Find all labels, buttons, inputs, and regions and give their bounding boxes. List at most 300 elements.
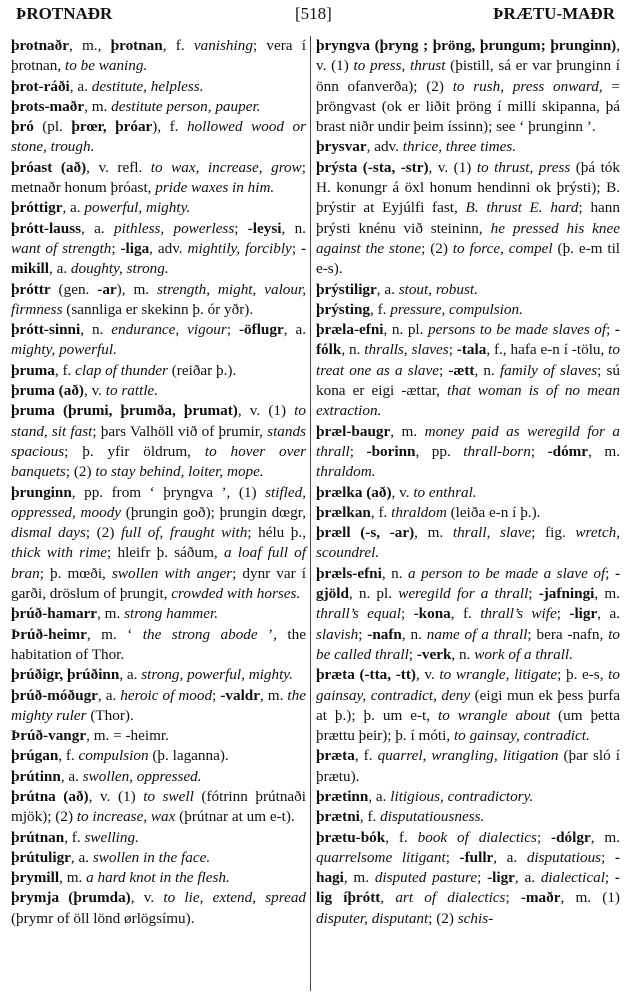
- headword: þrælka (að): [316, 483, 392, 501]
- headword: Þrúð-heimr: [11, 625, 87, 643]
- headword: þróast (að): [11, 158, 87, 176]
- entry-text: (gen.: [50, 280, 98, 298]
- entry-text: , n.: [474, 361, 500, 379]
- entry-text: , m. ‘: [86, 625, 143, 643]
- headword: -öflugr: [238, 321, 284, 339]
- dictionary-entry: [316, 280, 620, 300]
- definition: strength, might, valour, firmness: [11, 280, 306, 318]
- headword: Þrúð-vangr: [11, 727, 87, 745]
- headword: -mikill: [11, 239, 306, 278]
- entry-text: , m.: [84, 97, 112, 115]
- entry-text: ; vera í þrotnan,: [11, 37, 306, 75]
- entry-text: ), m.: [116, 280, 157, 298]
- entry-text: , a.: [70, 848, 93, 866]
- entry-text: , f.: [58, 747, 79, 765]
- definition: endurance, vigour: [111, 321, 227, 339]
- entry-text: , v. (1): [237, 402, 295, 420]
- entry-text: ; hleifr þ. sáðum,: [107, 544, 224, 562]
- headword: þrúð-móðugr: [11, 686, 98, 704]
- headword: þrunginn: [11, 483, 72, 501]
- headword: -ar: [97, 280, 117, 298]
- definition: dismal days: [11, 524, 86, 542]
- definition: to be waning.: [65, 57, 148, 75]
- entry-text: , a.: [514, 869, 541, 887]
- definition: thick with rime: [11, 544, 108, 562]
- headword: -liga: [120, 239, 150, 257]
- headword: þrútuligr: [11, 848, 71, 866]
- definition: family of slaves: [499, 361, 598, 379]
- definition: to thrust, press: [476, 158, 571, 176]
- dictionary-entry: [11, 787, 306, 828]
- entry-text: , m.: [414, 524, 453, 542]
- entry-text: , m.: [97, 605, 125, 623]
- entry-text: , m.: [594, 585, 620, 603]
- dictionary-entry: [11, 625, 306, 666]
- entry-text: ;: [111, 239, 121, 257]
- entry-text: , a.: [283, 321, 306, 339]
- headword: þruma: [11, 361, 55, 379]
- entry-text: , f.: [162, 37, 194, 54]
- headword: -ligr: [569, 605, 598, 623]
- dictionary-entry: [316, 828, 620, 929]
- headword: -borinn: [366, 442, 416, 460]
- headword: -gjöld: [316, 564, 620, 603]
- definition: to stand, sit fast: [11, 402, 306, 440]
- definition: crowded with horses.: [171, 585, 301, 603]
- entry-text: ; bera -nafn,: [527, 625, 609, 643]
- definition: schis-: [457, 909, 494, 927]
- definition: disputatiousness.: [380, 808, 485, 826]
- definition: to rattle.: [105, 382, 159, 400]
- entry-text: , v.: [415, 666, 440, 684]
- entry-text: ; sú kona er eigi -ættar,: [316, 361, 620, 400]
- entry-text: ; fig.: [531, 524, 576, 542]
- definition: thrall-born: [463, 442, 531, 460]
- dictionary-entry: [316, 36, 620, 137]
- dictionary-entry: [316, 746, 620, 787]
- headword: -nafn: [367, 625, 402, 643]
- definition: work of a thrall.: [474, 645, 573, 663]
- headword: -jafningi: [538, 585, 595, 603]
- entry-text: ;: [601, 848, 615, 866]
- entry-text: , f.: [450, 605, 481, 623]
- definition: to gainsay, contradict.: [453, 727, 590, 745]
- entry-text: , f.: [354, 747, 378, 765]
- headword: þrótt-sinni: [11, 321, 81, 339]
- headword: -dólgr: [551, 828, 591, 846]
- entry-text: (þá tók H. konungr á öxl honum hendinni ok þrýsti); B. þrýstir at Eyjúlfi fast,: [316, 158, 620, 217]
- headword: þrotnaðr: [11, 37, 69, 54]
- definition: powerful, mighty.: [84, 199, 191, 217]
- definition: strong hammer.: [124, 605, 219, 623]
- page-number: [518]: [295, 4, 332, 23]
- headword: þróttigr: [11, 199, 63, 217]
- entry-text: , pp.: [415, 442, 464, 460]
- dictionary-entry: [316, 320, 620, 421]
- definition: swollen in the face.: [92, 848, 211, 866]
- definition: a person to be made a slave of: [408, 564, 606, 582]
- definition: hollowed wood or stone, trough.: [11, 118, 306, 156]
- left-column: [11, 36, 306, 929]
- entry-text: , = þröngvast (ok er liðit þröng í milli skipanna, þá brast niðr undir þeim íssinn); see ‘ þrunginn ’.: [316, 77, 620, 136]
- definition: the strong abode: [142, 625, 258, 643]
- definition: disputed pasture: [374, 869, 478, 887]
- entry-text: ; þ. mœði,: [39, 564, 112, 582]
- entry-text: ;: [212, 686, 221, 704]
- definition: stands spacious: [11, 422, 306, 460]
- entry-text: , f.: [54, 361, 76, 379]
- entry-text: ;: [477, 869, 488, 887]
- entry-text: , adv.: [149, 239, 188, 257]
- headword: þrysvar: [316, 138, 367, 156]
- headword: þrætinn: [316, 787, 369, 805]
- headword: -fólk: [316, 321, 620, 359]
- definition: heroic of mood: [120, 686, 213, 704]
- headword: -dómr: [547, 442, 589, 460]
- dictionary-entry: [11, 665, 306, 685]
- entry-text: ; þars Valhöll við of þrumir,: [92, 422, 268, 440]
- dictionary-entry: [11, 77, 306, 97]
- entry-text: ;: [408, 645, 417, 663]
- entry-text: ;: [448, 341, 457, 359]
- entry-text: (eigi mun ek þess þurfa at þ.); þ. um e-t,: [316, 686, 620, 724]
- definition: want of strength: [11, 239, 112, 257]
- headword: þrotnan: [110, 37, 163, 54]
- definition: quarrelsome litigant: [316, 848, 446, 866]
- headword: þrœr, þróar: [71, 118, 153, 136]
- entry-text: , a.: [493, 848, 527, 866]
- entry-text: ;: [234, 219, 248, 237]
- definition: art of dialectics: [395, 889, 506, 907]
- dictionary-entry: [11, 868, 306, 888]
- headword: þrýsting: [316, 300, 371, 318]
- definition: money paid as weregild for a thrall: [316, 422, 620, 460]
- entry-text: , n.: [341, 341, 365, 359]
- dictionary-entry: [11, 686, 306, 727]
- headword: þrúgan: [11, 747, 59, 765]
- dictionary-entry: [11, 726, 306, 746]
- headword: -hagi: [316, 848, 620, 887]
- headword: þræta: [316, 747, 355, 765]
- headword: þruma (að): [11, 382, 84, 400]
- dictionary-entry: [316, 665, 620, 746]
- definition: to enthral.: [413, 483, 477, 501]
- definition: swollen with anger: [111, 564, 233, 582]
- definition: thrall, slave: [452, 524, 532, 542]
- dictionary-entry: [11, 198, 306, 218]
- definition: name of a thrall: [426, 625, 528, 643]
- headword: -ligr: [487, 869, 515, 887]
- headword: -fullr: [459, 848, 494, 866]
- entry-text: ;: [445, 848, 460, 866]
- dictionary-entry: [11, 219, 306, 280]
- entry-text: , a.: [81, 219, 114, 237]
- entry-text: , pp. from ‘ þryngva ’, (1): [71, 483, 266, 501]
- headword: þræls-efni: [316, 564, 382, 582]
- entry-text: , a.: [119, 666, 142, 684]
- entry-text: (þrungin goð); þrungin dœgr,: [121, 503, 306, 521]
- entry-text: , n. pl.: [383, 321, 429, 339]
- headword: -valdr: [220, 686, 260, 704]
- definition: strong, powerful, mighty.: [141, 666, 294, 684]
- entry-text: , m.: [59, 869, 87, 887]
- entry-text: (þistill, sá er var þrunginn í önn ofanverða); (2): [316, 57, 620, 95]
- headword: þrútnan: [11, 828, 65, 846]
- definition: the mighty ruler: [11, 686, 306, 724]
- headword: -maðr: [520, 889, 561, 907]
- dictionary-entry: [11, 117, 306, 158]
- headword: þræl-baugr: [316, 422, 391, 440]
- dictionary-entry: [316, 137, 620, 157]
- entry-text: , f.: [385, 828, 418, 846]
- entry-text: , a.: [97, 686, 121, 704]
- entry-text: ;: [605, 564, 615, 582]
- entry-text: ;: [438, 361, 449, 379]
- entry-text: ;: [536, 828, 552, 846]
- entry-text: , n. pl.: [348, 585, 399, 603]
- entry-text: ; (2): [85, 524, 121, 542]
- right-column: [316, 36, 620, 929]
- definition: to wax, increase, grow: [150, 158, 302, 176]
- dictionary-entry: [11, 158, 306, 199]
- page-header: [10, 4, 615, 30]
- entry-text: (leiða e-n í þ.).: [446, 503, 541, 521]
- entry-text: , m.: [343, 869, 375, 887]
- entry-text: , v. (1): [88, 787, 144, 805]
- entry-text: (pl.: [33, 118, 72, 136]
- dictionary-entry: [11, 280, 306, 321]
- definition: thrice, three times.: [402, 138, 517, 156]
- dictionary-entry: [316, 422, 620, 483]
- dictionary-entry: [316, 300, 620, 320]
- entry-text: (þ. e-m til e-s).: [316, 239, 621, 278]
- definition: thrall’s wife: [480, 605, 557, 623]
- dictionary-entry: [316, 503, 620, 523]
- headword: þræll (-s, -ar): [316, 524, 415, 542]
- entry-text: ,: [380, 889, 396, 907]
- definition: thrall’s equal: [316, 605, 401, 623]
- definition: thralls, slaves: [364, 341, 449, 359]
- entry-text: , n.: [451, 645, 475, 663]
- definition: to treat one as a slave: [316, 341, 620, 379]
- headword: þrymja (þrumda): [11, 889, 131, 907]
- entry-text: ;: [226, 321, 239, 339]
- entry-text: ; metnaðr honum þróast,: [11, 158, 306, 197]
- headword: þrætu-bók: [316, 828, 386, 846]
- dictionary-entry: [11, 401, 306, 482]
- entry-text: ; (2): [421, 239, 453, 257]
- right-guide-word: ÞRÆTU-MAÐR: [493, 4, 615, 23]
- definition: to gainsay, contradict, deny: [316, 666, 620, 704]
- entry-text: , v.: [83, 382, 106, 400]
- definition: to force, compel: [452, 239, 553, 257]
- headword: þró: [11, 118, 34, 136]
- definition: B. thrust E. hard: [465, 199, 579, 217]
- definition: wretch, scoundrel.: [316, 524, 620, 562]
- entry-text: , m.: [390, 422, 425, 440]
- definition: swelling.: [84, 828, 139, 846]
- headword: þrútinn: [11, 767, 61, 785]
- entry-text: (þ. laganna).: [148, 747, 229, 765]
- definition: compulsion: [78, 747, 149, 765]
- headword: þrots-maðr: [11, 97, 85, 115]
- dictionary-entry: [316, 787, 620, 807]
- definition: clap of thunder: [75, 361, 168, 379]
- headword: þrælkan: [316, 503, 371, 521]
- dictionary-entry: [11, 483, 306, 605]
- headword: -kona: [413, 605, 451, 623]
- definition: stifled, oppressed, moody: [11, 483, 306, 521]
- dictionary-entry: [11, 381, 306, 401]
- definition: swollen, oppressed.: [82, 767, 202, 785]
- dictionary-entry: [11, 361, 306, 381]
- definition: persons to be made slaves of: [428, 321, 607, 339]
- entry-text: ; þ. e-s,: [557, 666, 609, 684]
- dictionary-entry: [11, 828, 306, 848]
- headword: -ætt: [448, 361, 475, 379]
- entry-text: ; (2): [428, 909, 458, 927]
- definition: to stay behind, loiter, mope.: [95, 463, 264, 481]
- headword: þrúð-hamarr: [11, 605, 98, 623]
- entry-text: (þar sló í þrætu).: [316, 747, 620, 785]
- definition: that woman is of no mean extraction.: [316, 382, 620, 420]
- definition: a hard knot in the flesh.: [86, 869, 230, 887]
- definition: pithless, powerless: [113, 219, 235, 237]
- entry-text: ; þ. yfir öldrum,: [64, 442, 205, 460]
- dictionary-entry: [11, 604, 306, 624]
- headword: þræta (-tta, -tt): [316, 666, 416, 684]
- dictionary-entry: [11, 320, 306, 361]
- definition: full of, fraught with: [120, 524, 248, 542]
- entry-text: , m.: [259, 686, 288, 704]
- entry-text: (fótrinn þrútnaði mjök); (2): [11, 787, 306, 826]
- headword: þruma (þrumi, þrumða, þrumat): [11, 402, 238, 420]
- entry-text: ;: [528, 585, 539, 603]
- entry-text: ’, the habitation of Thor.: [11, 625, 306, 663]
- dictionary-entry: [11, 888, 306, 929]
- definition: to lie, extend, spread: [163, 889, 307, 907]
- entry-text: , a.: [69, 77, 92, 95]
- definition: thraldom: [391, 503, 447, 521]
- entry-text: , a.: [376, 280, 399, 298]
- definition: to press, thrust: [353, 57, 446, 75]
- entry-text: (Thor).: [86, 706, 134, 724]
- entry-text: , v. (1): [428, 158, 477, 176]
- definition: quarrel, wrangling, litigation: [377, 747, 559, 765]
- entry-text: ; hann þrýsti knénu við steininn,: [316, 199, 620, 237]
- entry-text: ;: [556, 605, 570, 623]
- dictionary-entry: [316, 807, 620, 827]
- definition: to rush, press onward: [452, 77, 599, 95]
- dictionary-entry: [11, 746, 306, 766]
- headword: -lig íþrótt: [316, 869, 620, 907]
- definition: a loaf full of bran: [11, 544, 306, 582]
- entry-text: ; (2): [65, 463, 96, 481]
- dictionary-entry: [316, 483, 620, 503]
- dictionary-entry: [11, 767, 306, 787]
- entry-text: , adv.: [366, 138, 403, 156]
- entry-text: , m.: [590, 828, 620, 846]
- entry-text: , a.: [60, 767, 83, 785]
- definition: to swell: [143, 787, 194, 805]
- dictionary-entry: [316, 564, 620, 665]
- entry-text: , f.: [359, 808, 381, 826]
- definition: to wrangle, litigate: [439, 666, 558, 684]
- headword: þrótt-lauss: [11, 219, 82, 237]
- column-divider: [310, 36, 311, 991]
- definition: doughty, strong.: [70, 260, 169, 278]
- definition: mightily, forcibly: [187, 239, 292, 257]
- definition: book of dialectics: [417, 828, 537, 846]
- definition: pride waxes in him.: [155, 179, 275, 197]
- definition: destitute person, pauper.: [111, 97, 261, 115]
- entry-text: ; dynr var í garði, dröslum of þrungit,: [11, 564, 306, 603]
- definition: he pressed his knee against the stone: [316, 219, 620, 257]
- entry-text: , m. = -heimr.: [86, 727, 169, 745]
- headword: þrýstiligr: [316, 280, 377, 298]
- entry-text: ), f.: [152, 118, 187, 136]
- entry-text: ;: [349, 442, 367, 460]
- entry-text: (þrútnar at um e-t).: [175, 808, 295, 826]
- entry-text: , f., hafa e-n í -tölu,: [486, 341, 609, 359]
- dictionary-entry: [11, 97, 306, 117]
- dictionary-entry: [11, 36, 306, 77]
- definition: disputatious: [526, 848, 602, 866]
- definition: weregild for a thrall: [398, 585, 529, 603]
- headword: þrúðigr, þrúðinn: [11, 666, 120, 684]
- entry-text: ;: [505, 889, 521, 907]
- entry-text: , n.: [281, 219, 306, 237]
- entry-text: , v. refl.: [86, 158, 151, 176]
- entry-text: , a.: [368, 787, 391, 805]
- definition: thraldom.: [316, 463, 376, 481]
- definition: to wrangle about: [438, 706, 551, 724]
- definition: to increase, wax: [76, 808, 176, 826]
- definition: disputer, disputant: [316, 909, 429, 927]
- definition: destitute, helpless.: [91, 77, 204, 95]
- definition: stout, robust.: [398, 280, 478, 298]
- dictionary-entry: [316, 158, 620, 280]
- headword: -verk: [416, 645, 452, 663]
- dictionary-entry: [11, 848, 306, 868]
- entry-text: ;: [400, 605, 414, 623]
- definition: slavish: [316, 625, 359, 643]
- definition: mighty, powerful.: [11, 341, 117, 359]
- headword: þrot-ráði: [11, 77, 70, 95]
- dictionary-entry: [316, 523, 620, 564]
- definition: to be called thrall: [316, 625, 621, 663]
- headword: -leysi: [247, 219, 282, 237]
- entry-text: ;: [358, 625, 368, 643]
- entry-text: ;: [606, 321, 615, 339]
- entry-text: , f.: [370, 300, 391, 318]
- entry-text: , a.: [62, 199, 85, 217]
- entry-text: , n.: [401, 625, 427, 643]
- entry-text: ;: [530, 442, 548, 460]
- entry-text: ; hélu þ.,: [247, 524, 306, 542]
- headword: þrýsta (-sta, -str): [316, 158, 429, 176]
- headword: þrútna (að): [11, 787, 89, 805]
- entry-text: , a.: [597, 605, 620, 623]
- entry-text: , n.: [80, 321, 112, 339]
- entry-text: , m.,: [68, 37, 111, 54]
- headword: þróttr: [11, 280, 51, 298]
- definition: dialectical: [540, 869, 605, 887]
- headword: þræla-efni: [316, 321, 384, 339]
- definition: vanishing: [193, 37, 253, 54]
- definition: to hover over banquets: [11, 442, 306, 481]
- entry-text: (þrymr of öll lönd ørlögsímu).: [11, 909, 195, 927]
